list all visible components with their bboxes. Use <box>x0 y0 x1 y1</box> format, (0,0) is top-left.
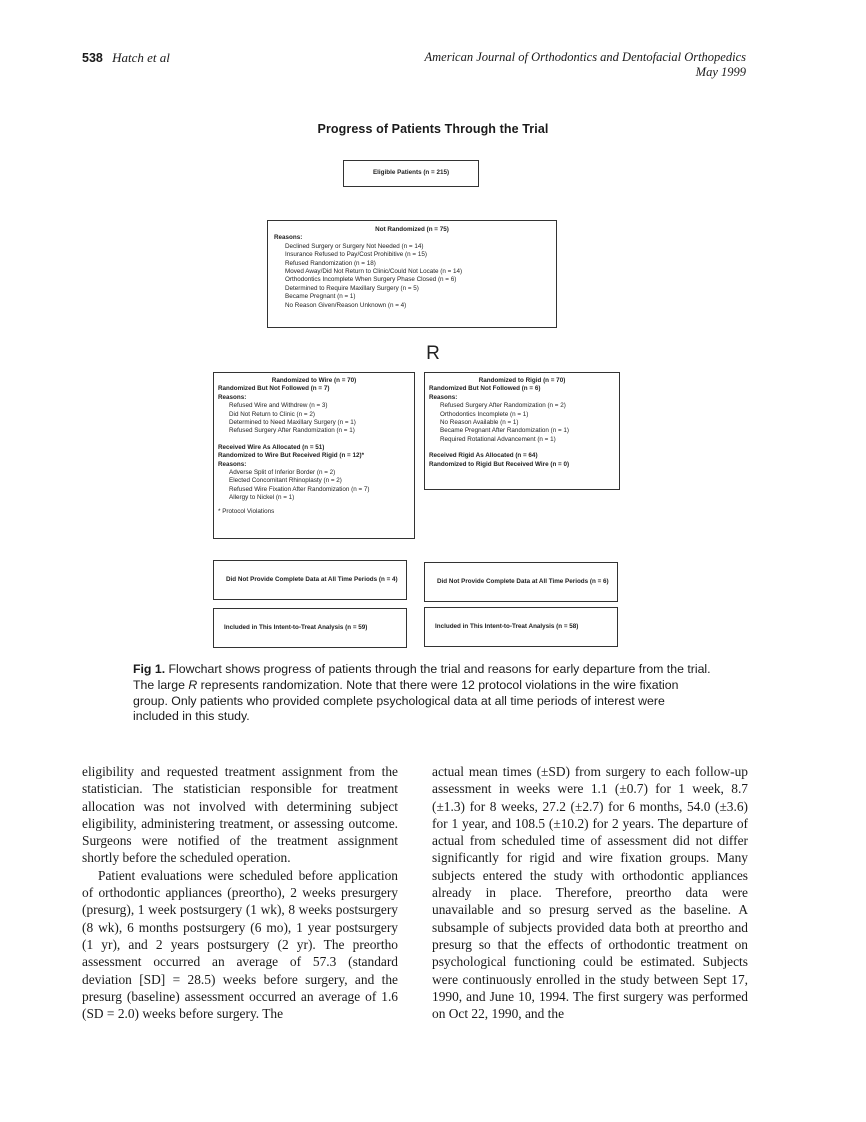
reason-item: Refused Randomization (n = 18) <box>285 259 376 267</box>
reason-item: Determined to Need Maxillary Surgery (n = 1) <box>229 419 356 427</box>
reason-item: Determined to Require Maxillary Surgery (n = 5) <box>285 284 419 292</box>
caption-text: represents randomization. Note that there were 12 protocol violations in the wire fixation group. Only patients who provided complete psychological data at all time periods of interest were included in this study. <box>133 677 679 724</box>
rigid-incomplete-text: Did Not Provide Complete Data at All Time Periods (n = 6) <box>437 577 609 585</box>
reason-item: Became Pregnant (n = 1) <box>285 293 356 301</box>
journal-name: American Journal of Orthodontics and Dentofacial Orthopedics <box>424 50 746 64</box>
randomization-symbol: R <box>426 343 440 364</box>
not-randomized-box <box>267 220 557 328</box>
reasons-label: Reasons: <box>429 393 458 401</box>
body-column-left <box>82 763 398 1022</box>
wire-incomplete-data-box <box>213 560 407 600</box>
rigid-included-text: Included in This Intent-to-Treat Analysis (n = 58) <box>435 622 579 630</box>
caption-text: Flowchart shows progress of patients through the trial and reasons for early departure from the trial. The large <box>133 662 711 692</box>
reason-item: Did Not Return to Clinic (n = 2) <box>229 410 315 418</box>
reasons-label: Reasons: <box>274 234 303 242</box>
not-randomized-title: Not Randomized (n = 75) <box>375 226 449 233</box>
issue-date: May 1999 <box>695 65 746 79</box>
rigid-received-as-allocated: Received Rigid As Allocated (n = 64) <box>429 452 538 460</box>
wire-received-as-allocated: Received Wire As Allocated (n = 51) <box>218 443 325 451</box>
reason-item: Allergy to Nickel (n = 1) <box>229 494 295 502</box>
reason-item: Refused Wire Fixation After Randomization (n = 7) <box>229 485 370 493</box>
flowchart-title: Progress of Patients Through the Trial <box>317 122 549 136</box>
wire-group-box <box>213 372 415 539</box>
reason-item: Orthodontics Incomplete (n = 1) <box>440 410 529 418</box>
body-column-right <box>432 763 748 1022</box>
reason-item: Orthodontics Incomplete When Surgery Phase Closed (n = 6) <box>285 276 457 284</box>
reason-item: Refused Wire and Withdrew (n = 3) <box>229 402 328 410</box>
page-number: 538 <box>82 51 103 65</box>
reason-item: Required Rotational Advancement (n = 1) <box>440 435 556 443</box>
wire-title: Randomized to Wire (n = 70) <box>271 377 357 384</box>
reason-item: Elected Concomitant Rhinoplasty (n = 2) <box>229 477 342 485</box>
rigid-crossover: Randomized to Rigid But Received Wire (n = 0) <box>429 460 570 468</box>
eligible-patients-box <box>343 160 479 187</box>
figure-caption <box>133 662 713 725</box>
wire-included-text: Included in This Intent-to-Treat Analysis (n = 59) <box>224 623 368 631</box>
running-header-right <box>425 50 747 80</box>
reason-item: No Reason Available (n = 1) <box>440 419 519 427</box>
reason-item: Declined Surgery or Surgery Not Needed (n = 14) <box>285 242 424 250</box>
wire-not-followed: Randomized But Not Followed (n = 7) <box>218 385 330 393</box>
reason-item: Adverse Split of Inferior Border (n = 2) <box>229 469 336 477</box>
reason-item: Became Pregnant After Randomization (n = 1) <box>440 427 569 435</box>
reason-item: Refused Surgery After Randomization (n = 1) <box>229 427 355 435</box>
body-paragraph: eligibility and requested treatment assignment from the statistician. The statistician responsible for treatment allocation was not involved with determining subject eligibility, administering treatment, or assessing outcome. Surgeons were notified of the treatment assignment shortly before the scheduled operation. <box>82 764 398 866</box>
rigid-incomplete-data-box <box>424 562 618 602</box>
body-paragraph: actual mean times (±SD) from surgery to each follow-up assessment in weeks were 1.1 (±0.7) for 1 week, 8.7 (±1.3) for 8 weeks, 27.2 (±2.7) for 6 months, 54.0 (±3.6) for 1 year, and 108.5 (±10.2) for 2 years. The departure of actual from scheduled time of assessment did not differ significantly for rigid and wire fixation groups. Many subjects entered the study with orthodontic appliances already in place. Therefore, preortho data were unavailable and so presurg served as the baseline. A subsample of subjects provided data both at preortho and presurg so that the effects of orthodontic treatment on psychological functioning could be estimated. Subjects were continuously enrolled in the study between Sept 17, 1990, and June 10, 1994. The first surgery was performed on Oct 22, 1990, and the <box>432 764 748 1022</box>
reason-item: No Reason Given/Reason Unknown (n = 4) <box>285 301 407 309</box>
body-paragraph: Patient evaluations were scheduled before application of orthodontic appliances (preortho), 2 weeks presurgery (presurg), 1 week postsurgery (1 wk), 8 weeks postsurgery (8 wk), 6 months postsurgery (6 mo), 1 year postsurgery (1 yr), and 2 years postsurgery (2 yr). The preortho assessment occurred an average of 57.3 (standard deviation [SD] = 28.5) weeks before surgery, and the presurg (baseline) assessment occurred an average of 1.6 (SD = 2.0) weeks before surgery. The <box>82 867 398 1022</box>
rigid-included-box <box>424 607 618 647</box>
eligible-patients-text: Eligible Patients (n = 215) <box>372 169 450 177</box>
wire-crossover: Randomized to Wire But Received Rigid (n = 12)* <box>218 452 365 460</box>
reason-item: Refused Surgery After Randomization (n = 2) <box>440 402 566 410</box>
reasons-label: Reasons: <box>218 460 247 468</box>
authors: Hatch et al <box>112 50 170 65</box>
figure-label: Fig 1. <box>133 662 166 676</box>
running-header-left <box>82 50 170 66</box>
rigid-title: Randomized to Rigid (n = 70) <box>478 377 566 384</box>
rigid-not-followed: Randomized But Not Followed (n = 6) <box>429 385 541 393</box>
reason-item: Moved Away/Did Not Return to Clinic/Could Not Locate (n = 14) <box>285 268 463 276</box>
wire-included-box <box>213 608 407 648</box>
rigid-group-box <box>424 372 620 490</box>
caption-r: R <box>188 677 198 692</box>
reason-item: Insurance Refused to Pay/Cost Prohibitive (n = 15) <box>285 251 427 259</box>
wire-incomplete-text: Did Not Provide Complete Data at All Time Periods (n = 4) <box>226 575 398 583</box>
protocol-violations-footnote: * Protocol Violations <box>218 507 275 515</box>
reasons-label: Reasons: <box>218 393 247 401</box>
